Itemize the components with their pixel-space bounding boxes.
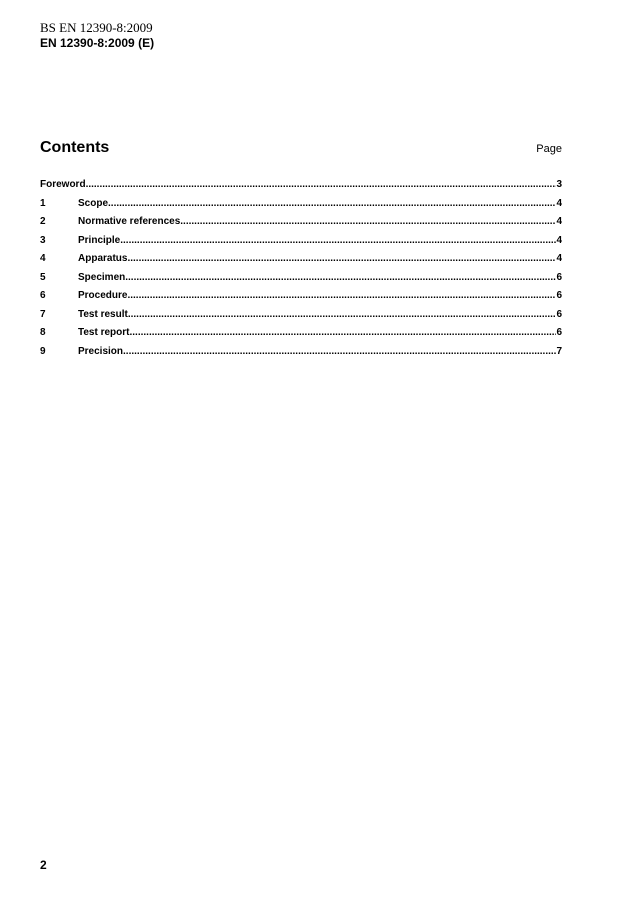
table-of-contents [40, 179, 562, 364]
toc-entry-page: 4 [556, 253, 562, 264]
dot-leader [127, 253, 556, 265]
toc-entry-title: Specimen [78, 271, 126, 283]
toc-entry-principle[interactable] [40, 235, 562, 254]
toc-entry-page: 4 [556, 234, 562, 246]
toc-entry-procedure[interactable] [40, 290, 562, 309]
toc-entry-number: 3 [40, 234, 46, 246]
toc-entry-number: 6 [40, 290, 46, 301]
toc-entry-test-result[interactable] [40, 309, 562, 328]
toc-entry-precision[interactable] [40, 346, 562, 365]
toc-entry-title: Apparatus [78, 253, 128, 264]
dot-leader [127, 290, 556, 302]
page-column-label: Page [536, 143, 562, 155]
toc-entry-title: Foreword [40, 179, 86, 190]
contents-heading: Contents [40, 139, 110, 156]
dot-leader [86, 179, 557, 191]
toc-entry-normative-references[interactable] [40, 216, 562, 235]
toc-entry-number: 5 [40, 271, 46, 283]
toc-entry-title: Principle [78, 234, 121, 246]
toc-entry-number: 1 [40, 197, 46, 209]
dot-leader [123, 346, 556, 358]
toc-entry-page: 7 [556, 345, 562, 357]
toc-entry-page: 6 [556, 308, 562, 320]
dot-leader [108, 198, 556, 210]
toc-entry-page: 4 [556, 197, 562, 209]
dot-leader [130, 327, 557, 339]
toc-entry-page: 3 [556, 179, 562, 190]
toc-entry-specimen[interactable] [40, 272, 562, 291]
toc-entry-scope[interactable] [40, 198, 562, 217]
standard-designation-english: EN 12390-8:2009 (E) [40, 36, 155, 50]
toc-entry-title: Precision [78, 345, 124, 357]
toc-entry-number: 4 [40, 253, 46, 264]
toc-entry-page: 4 [556, 216, 562, 227]
toc-entry-title: Normative references [78, 216, 181, 227]
dot-leader [128, 309, 557, 321]
toc-entry-title: Test result [78, 308, 128, 320]
standard-designation: BS EN 12390-8:2009 [40, 20, 153, 35]
dot-leader [120, 235, 556, 247]
toc-entry-apparatus[interactable] [40, 253, 562, 272]
toc-entry-number: 9 [40, 345, 46, 357]
toc-entry-title: Test report [78, 327, 130, 338]
toc-entry-foreword[interactable] [40, 179, 562, 198]
toc-entry-page: 6 [556, 327, 562, 338]
toc-entry-page: 6 [556, 290, 562, 301]
toc-entry-number: 2 [40, 216, 46, 227]
toc-entry-number: 7 [40, 308, 46, 320]
dot-leader [180, 216, 556, 228]
dot-leader [125, 272, 556, 284]
toc-entry-title: Scope [78, 197, 109, 209]
toc-entry-test-report[interactable] [40, 327, 562, 346]
page-number: 2 [40, 858, 47, 872]
toc-entry-title: Procedure [78, 290, 128, 301]
toc-entry-page: 6 [556, 271, 562, 283]
toc-entry-number: 8 [40, 327, 46, 338]
